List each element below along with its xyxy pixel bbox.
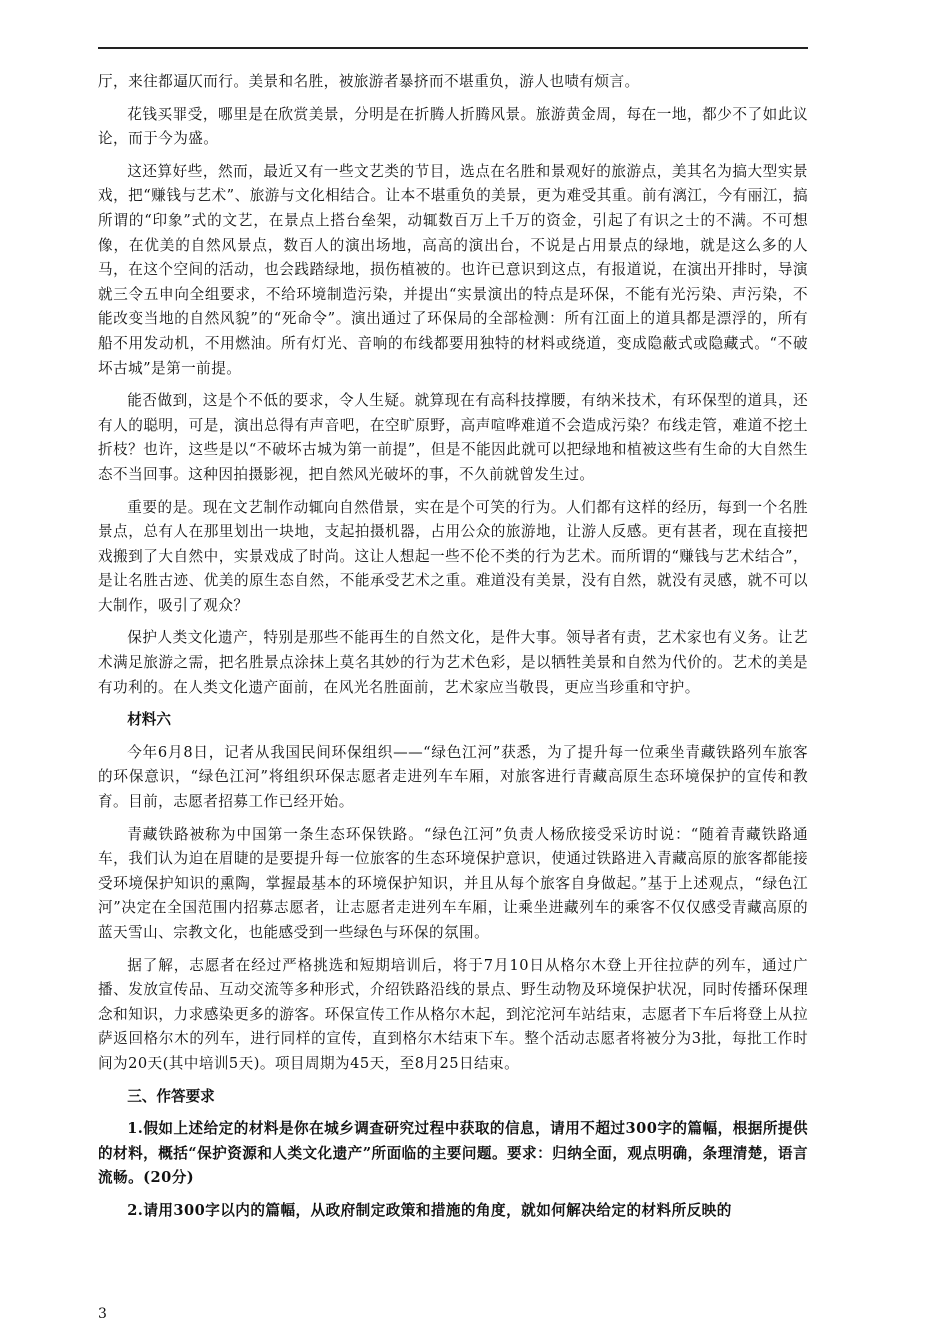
header-rule [98, 47, 808, 49]
section-heading-material6: 材料六 [127, 711, 171, 729]
section-heading-requirements: 三、作答要求 [127, 1087, 215, 1105]
paragraph: 这还算好些，然而，最近又有一些文艺类的节目，选点在名胜和景观好的旅游点，美其名为搞大型实景戏，把“赚钱与艺术”、旅游与文化相结合。让本不堪重负的美景，更为难受其重。前有漓江，今有丽江，搞所谓的“印象”式的文艺，在景点上搭台垒架，动辄数百万上千万的资金，引起了有识之士的不满。不可想像，在优美的自然风景点，数百人的演出场地，高高的演出台，不说是占用景点的绿地，就是这么多的人马，在这个空间的活动，也会践踏绿地，损伤植被的。也许已意识到这点，有报道说，在演出开排时，导演就三令五申向全组要求，不给环境制造污染，并提出“实景演出的特点是环保，不能有光污染、声污染，不能改变当地的自然风貌”的“死命令”。演出通过了环保局的全部检测：所有江面上的道具都是漂浮的，所有船不用发动机，不用燃油。所有灯光、音响的布线都要用独特的材料或绕道，变成隐蔽式或隐藏式。“不破坏古城”是第一前提。 [98, 162, 808, 377]
paragraph: 花钱买罪受，哪里是在欣赏美景，分明是在折腾人折腾风景。旅游黄金周，每在一地，都少不了如此议论，而于今为盛。 [98, 105, 808, 148]
paragraph: 厅，来往都逼仄而行。美景和名胜，被旅游者暴挤而不堪重负，游人也啧有烦言。 [98, 73, 640, 90]
paragraph: 能否做到，这是个不低的要求，令人生疑。就算现在有高科技撑腰，有纳米技术，有环保型的道具，还有人的聪明，可是，演出总得有声音吧，在空旷原野，高声喧哗难道不会造成污染？布线走管，难道不挖土折枝？也许，这些是以“不破坏古城为第一前提”，但是不能因此就可以把绿地和植被这些有生命的大自然生态不当回事。这种因拍摄影视，把自然风光破坏的事，不久前就曾发生过。 [98, 392, 808, 483]
paragraph: 青藏铁路被称为中国第一条生态环保铁路。“绿色江河”负责人杨欣接受采访时说：“随着青藏铁路通车，我们认为迫在眉睫的是要提升每一位旅客的生态环境保护意识，使通过铁路进入青藏高原的旅客都能接受环境保护知识的熏陶，掌握最基本的环境保护知识，并且从每个旅客自身做起。”基于上述观点，“绿色江河”决定在全国范围内招募志愿者，让志愿者走进列车车厢，让乘坐进藏列车的乘客不仅仅感受青藏高原的蓝天雪山、宗教文化，也能感受到一些绿色与环保的氛围。 [98, 825, 808, 941]
paragraph: 今年6月8日，记者从我国民间环保组织——“绿色江河”获悉，为了提升每一位乘坐青藏铁路列车旅客的环保意识，“绿色江河”将组织环保志愿者走进列车车厢，对旅客进行青藏高原生态环境保护的宣传和教育。目前，志愿者招募工作已经开始。 [98, 743, 808, 811]
question-2: 2.请用300字以内的篇幅，从政府制定政策和措施的角度，就如何解决给定的材料所反映的 [127, 1201, 732, 1219]
paragraph: 据了解，志愿者在经过严格挑选和短期培训后，将于7月10日从格尔木登上开往拉萨的列车，通过广播、发放宣传品、互动交流等多种形式，介绍铁路沿线的景点、野生动物及环境保护状况，同时传播环保理念和知识，力求感染更多的游客。环保宣传工作从格尔木起，到沱沱河车站结束，志愿者下车后将登上从拉萨返回格尔木的列车，进行同样的宣传，直到格尔木结束下车。整个活动志愿者将被分为3批，每批工作时间为20天(其中培训5天)。项目周期为45天，至8月25日结束。 [98, 956, 808, 1072]
document-body [98, 70, 808, 1232]
paragraph: 重要的是。现在文艺制作动辄向自然借景，实在是个可笑的行为。人们都有这样的经历，每到一个名胜景点，总有人在那里划出一块地，支起拍摄机器，占用公众的旅游地，让游人反感。更有甚者，现在直接把戏搬到了大自然中，实景戏成了时尚。这让人想起一些不伦不类的行为艺术。而所谓的“赚钱与艺术结合”，是让名胜古迹、优美的原生态自然，不能承受艺术之重。难道没有美景，没有自然，就没有灵感，就不可以大制作，吸引了观众？ [98, 498, 808, 614]
page-number: 3 [98, 1306, 107, 1322]
paragraph: 保护人类文化遗产，特别是那些不能再生的自然文化，是件大事。领导者有责，艺术家也有义务。让艺术满足旅游之需，把名胜景点涂抹上莫名其妙的行为艺术色彩，是以牺牲美景和自然为代价的。艺术的美是有功利的。在人类文化遗产面前，在风光名胜面前，艺术家应当敬畏，更应当珍重和守护。 [98, 629, 808, 696]
question-1: 1.假如上述给定的材料是你在城乡调查研究过程中获取的信息，请用不超过300字的篇幅，根据所提供的材料，概括“保护资源和人类文化遗产”所面临的主要问题。要求：归纳全面，观点明确，条理清楚，语言流畅。(20分) [98, 1120, 808, 1187]
